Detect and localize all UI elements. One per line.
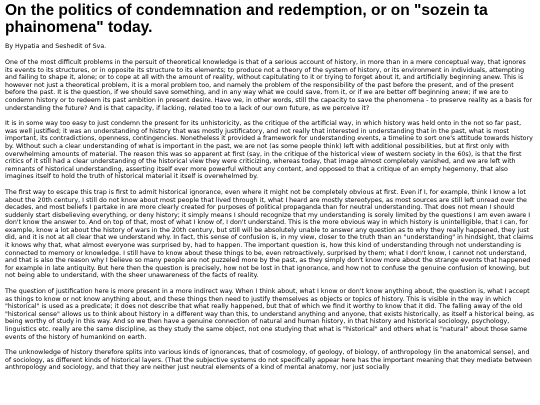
article	[5, 2, 535, 372]
article-title: On the politics of condemnation and redemption, or on "sozein ta phainomena" today.	[5, 2, 488, 36]
paragraph-1: One of the most difficult problems in the persuit of theoretical knowledge is that of a serious account of history, in more than in a mere conceptual way, that ignores its events to its structures, or in opposite its structure to its elements; to produce not a theory of the system of history, or its environment in individuals, attempting and failing to shape it, alone; or to cope at all with the amount of reality, without capitulating to it or trying to forget about it, and artificially beginning anew. This is however not just a theoretical problem, it is a moral problem too, and namely the problem of the responsibility of the past before the present, and of the present before the past. It is the question, if we should save something, and in any way what we could save, from it, or if we are better off beginning anew; if we are to condemn history or to redeem its past ambition in present desire. Have we, in other words, still the capacity to save the phenomena - to preserve reality as a basis for understanding the future? And is that capacity, if lacking, related too to a lack of our own future, as we perceive it?	[5, 59, 533, 112]
paragraph-2: It is in some way too easy to just condemn the present for its unhistoricity, as the critique of the artificial way, in which history was held onto in the not so far past, was well justified; it was an understanding of history that was mostly justificatory, and not really that interested in understanding that in the past, what is most important, its contradictions, openness, contingencies. Nonetheless it provided a framework for understanding events, a timeline to sort one's attitude towards history by. Without such a clear understanding of what is important in the past, we are not (as some people think) left with additional possibilities, but at first only with overwhelming amounts of material. The reason this was so apparent at first (say, in the critique of the historical view of western society in the 60s), is that the first critics of it still had a clear understanding of the historical view they were criticizing, whereas today, that image almost completely vanished, and we are left with remnants of historical understanding, asserting itself ever more powerful without any content, and opposed to that a critique of an empty hegemony, that also imagines itself to hold the truth of historical material it itself is overwhelmed by.	[5, 120, 533, 181]
article-byline: By Hypatia and Seshedit of Sva.	[5, 43, 107, 50]
paragraph-4: The question of justification here is more present in a more indirect way. When I think about, what I know or don't know anything about, the question is, what I accept as things to know or not know anything about, and these things then need to justify themselves as objects or topics of history. This is visible in the way in which "historical" is used as a predicate; it does not describe that what really happened, but that of which we find it worthy to know that it did. The falling away of the old "historical sense" allows us to think about history in a different way than this, to understand anything and anyone, that exists historically, as itself a historical being, as being worthy of study in this way. And so we then have a genuine connection of natural and human history, in that history and historical sociology, psychology, linguistics etc. really are the same discipline, as they study the same object, not one studying that what is "historical" and others what is "natural" about those same events of the history of humankind on earth.	[5, 288, 535, 341]
paragraph-5: The unknowledge of history therefore splits into various kinds of ignorances, that of cosmology, of geology, of biology, of anthropology (in the anatomical sense), and of sociology, as different kinds of historical layers. (That the subjective systems do not specifically appear here has the important meaning that they mediate between anthropology and sociology, and that they are neither just neutral elements of a kind of mental anatomy, nor just socially	[5, 349, 532, 372]
paragraph-3: The first way to escape this trap is first to admit historical ignorance, even where it might not be completely obvious at first. Even if I, for example, think I know a lot about the 20th century, I still do not know about most people that lived through it, what I heard are mostly stereotypes, as most sources are still left unread over the decades, and most beliefs I partake in are more clearly created for purposes of political propaganda than for neutral understanding. That does not mean I should suddenly start disbelieving everything, or deny history; it simply means I should recognize that my understanding is sorely limited by the questions I am even aware I don't know the answer to. And on top of that, most of what I know of, I don't understand. This is the more obvious way in which history is unintelligible, that I can, for example, know a lot about the history of wars in the 20th century, but still will be absolutely unable to answer any question as to why they really happened, they just did, and it is not at all clear that we understand why. In fact, this sense of confusion is, in my view, closer to the truth than an "understanding" in hindsight, that claims it knows why that, what almost everyone was surprised by, had to happen. The important question is, how this kind of understanding through not understanding is connected to memory or knowledge. I still have to know about these things to be, even retroactively, surprised by them; what I don't know, I cannot not understand, and that is also the reason why I believe so many people are not puzzeled more by the past, as they simply don't know more about the strange events that happened for example in late antiquity. But here then the question is precisely, how not be lost in that ignorance, and how not to confuse the genuine confusion of knowing, but not being able to understand, with the sheer unawareness of the facts of reality.	[5, 188, 534, 280]
